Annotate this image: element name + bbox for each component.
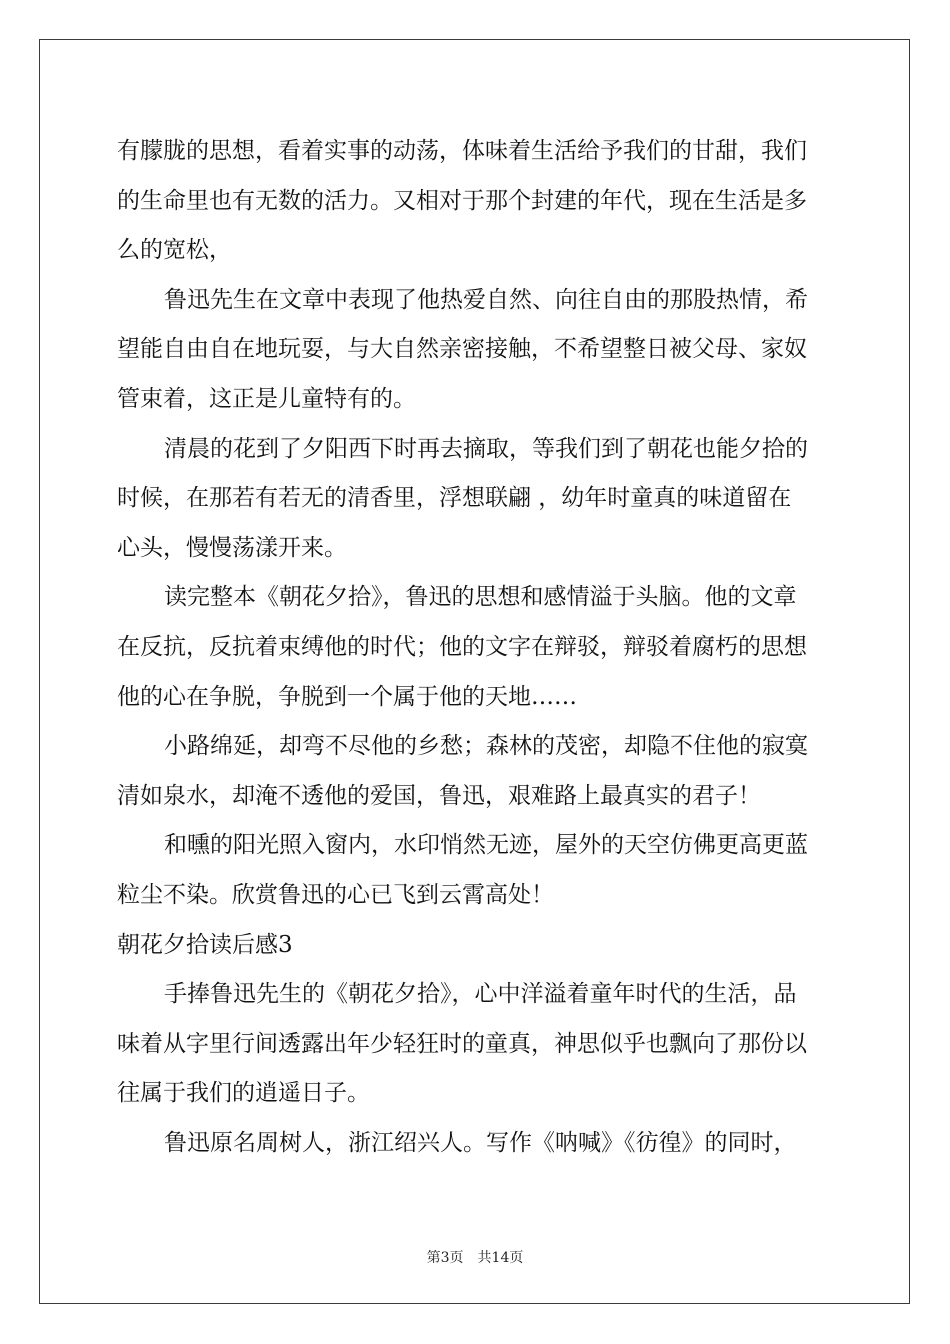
text-line: 清如泉水，却淹不透他的爱国，鲁迅，艰难路上最真实的君子！ bbox=[117, 782, 761, 809]
text-line: 有朦胧的思想，看着实事的动荡，体味着生活给予我们的甘甜，我们 bbox=[117, 138, 807, 164]
total-pages: 共14页 bbox=[477, 1250, 524, 1266]
document-body bbox=[117, 127, 835, 1168]
page-footer bbox=[0, 1247, 950, 1267]
paragraph-start-line: 清晨的花到了夕阳西下时再去摘取，等我们到了朝花也能夕拾的 bbox=[164, 435, 808, 462]
paragraph-start-line: 手捧鲁迅先生的《朝花夕拾》，心中洋溢着童年时代的生活，品 bbox=[164, 981, 797, 1008]
paragraph-start-line: 读完整本《朝花夕拾》，鲁迅的思想和感情溢于头脑。他的文章 bbox=[164, 584, 797, 611]
text-line: 心头，慢慢荡漾开来。 bbox=[117, 534, 347, 561]
text-line: 在反抗，反抗着束缚他的时代；他的文字在辩驳，辩驳着腐朽的思想 bbox=[117, 633, 807, 660]
text-line: 往属于我们的逍遥日子。 bbox=[117, 1080, 370, 1107]
text-line: 望能自由自在地玩耍，与大自然亲密接触，不希望整日被父母、家奴 bbox=[117, 336, 807, 363]
text-line: 味着从字里行间透露出年少轻狂时的童真，神思似乎也飘向了那份以 bbox=[117, 1030, 807, 1057]
text-line: 粒尘不染。欣赏鲁迅的心已飞到云霄高处！ bbox=[117, 881, 554, 908]
paragraph-start-line: 和曛的阳光照入窗内，水印悄然无迹，屋外的天空仿佛更高更蓝 bbox=[164, 832, 808, 859]
text-line: 的生命里也有无数的活力。又相对于那个封建的年代，现在生活是多 bbox=[117, 187, 807, 214]
paragraph-start-line: 小路绵延，却弯不尽他的乡愁；森林的茂密，却隐不住他的寂寞 bbox=[164, 733, 808, 760]
section-heading: 朝花夕拾读后感3 bbox=[117, 931, 293, 958]
text-line: 时候，在那若有若无的清香里，浮想联翩 ，幼年时童真的味道留在 bbox=[117, 485, 792, 512]
page-number: 第3页 bbox=[426, 1250, 464, 1266]
text-line: 管束着，这正是儿童特有的。 bbox=[117, 385, 416, 412]
text-line: 么的宽松， bbox=[117, 237, 232, 264]
paragraph-start-line: 鲁迅先生在文章中表现了他热爱自然、向往自由的那股热情，希 bbox=[164, 286, 808, 313]
text-line: 他的心在争脱，争脱到一个属于他的天地…… bbox=[117, 683, 577, 710]
paragraph-start-line: 鲁迅原名周树人，浙江绍兴人。写作《呐喊》《彷徨》的同时， bbox=[164, 1129, 797, 1156]
